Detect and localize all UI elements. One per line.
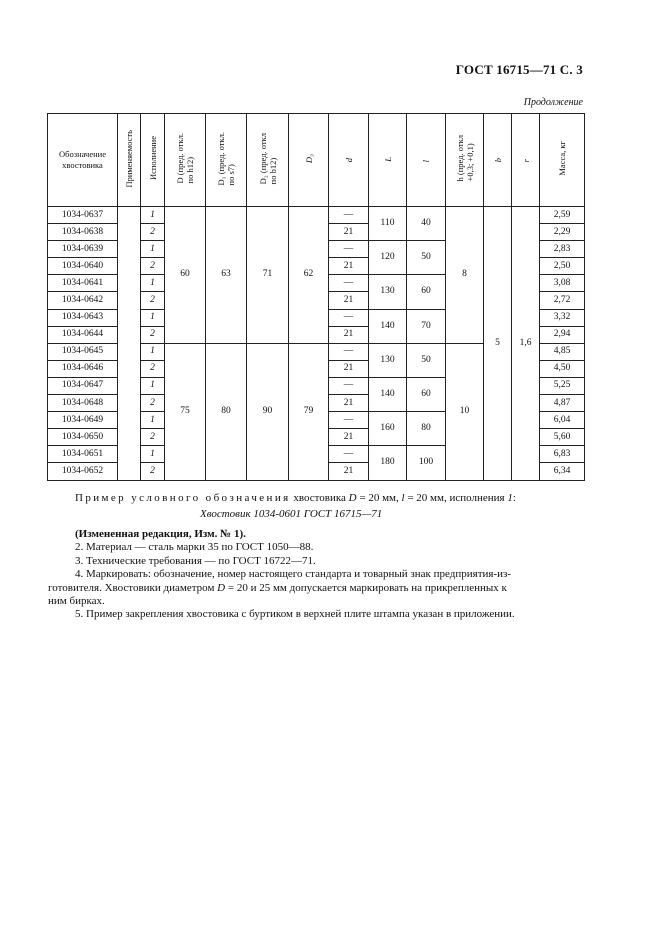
note-4-text: готовителя. Хвостовики диаметром — [48, 581, 218, 594]
header-D: D (пред. откл. по h12) — [165, 114, 206, 207]
cell-l: 60 — [407, 377, 446, 411]
header-D3: D₃ — [289, 114, 329, 207]
notes-block — [48, 525, 585, 622]
cell-L: 180 — [369, 446, 407, 480]
cell-designation: 1034-0638 — [48, 224, 118, 241]
cell-r: 1,6 — [512, 207, 540, 481]
cell-designation: 1034-0640 — [48, 258, 118, 275]
page-header: ГОСТ 16715—71 С. 3 — [455, 62, 583, 77]
cell-mass: 4,50 — [540, 360, 585, 377]
cell-mass: 2,72 — [540, 292, 585, 309]
header-L: L — [369, 114, 407, 207]
header-d: d — [329, 114, 369, 207]
cell-version: 2 — [141, 326, 165, 343]
cell-version: 1 — [141, 241, 165, 258]
example-text: хвостовика — [290, 492, 349, 504]
cell-designation: 1034-0645 — [48, 343, 118, 360]
cell-d: — — [329, 412, 369, 429]
cell-L: 140 — [369, 377, 407, 411]
header-D1: D₁ (пред. откл. по s7) — [206, 114, 247, 207]
header-designation: Обозначение хвостовика — [48, 114, 118, 207]
cell-version: 1 — [141, 377, 165, 394]
note-4-text: = 20 и 25 мм допускается маркировать на прикрепленных к — [225, 581, 507, 594]
example-var-l: l — [401, 492, 405, 504]
cell-version: 1 — [141, 412, 165, 429]
example-text: : — [512, 492, 516, 504]
cell-designation: 1034-0646 — [48, 360, 118, 377]
cell-version: 2 — [141, 395, 165, 412]
cell-designation: 1034-0647 — [48, 377, 118, 394]
cell-mass: 2,50 — [540, 258, 585, 275]
cell-L: 110 — [369, 207, 407, 241]
cell-version: 1 — [141, 343, 165, 360]
cell-version: 2 — [141, 224, 165, 241]
cell-D3-group-b: 79 — [289, 343, 329, 480]
cell-h-group-a: 8 — [446, 207, 484, 344]
cell-version: 1 — [141, 446, 165, 463]
cell-b: 5 — [484, 207, 512, 481]
cell-mass: 6,04 — [540, 412, 585, 429]
cell-l: 60 — [407, 275, 446, 309]
cell-d: — — [329, 377, 369, 394]
cell-D-group-a: 60 — [165, 207, 206, 344]
cell-L: 130 — [369, 275, 407, 309]
cell-L: 160 — [369, 412, 407, 446]
cell-designation: 1034-0637 — [48, 207, 118, 224]
cell-designation: 1034-0652 — [48, 463, 118, 480]
cell-mass: 6,34 — [540, 463, 585, 480]
header-version: Исполнение — [141, 114, 165, 207]
cell-d: — — [329, 275, 369, 292]
cell-l: 40 — [407, 207, 446, 241]
cell-D2-group-b: 90 — [247, 343, 289, 480]
example-text: = 20 мм, — [356, 492, 402, 504]
cell-d: 21 — [329, 395, 369, 412]
cell-L: 140 — [369, 309, 407, 343]
cell-d: — — [329, 343, 369, 360]
cell-d: 21 — [329, 224, 369, 241]
cell-designation: 1034-0642 — [48, 292, 118, 309]
note-5: 5. Пример закрепления хвостовика с буртиком в верхней плите штампа указан в приложении. — [75, 608, 515, 621]
cell-d: 21 — [329, 258, 369, 275]
table-header-row — [48, 114, 585, 207]
cell-mass: 5,25 — [540, 377, 585, 394]
cell-d: 21 — [329, 292, 369, 309]
cell-l: 70 — [407, 309, 446, 343]
cell-l: 80 — [407, 412, 446, 446]
cell-version: 2 — [141, 292, 165, 309]
cell-mass: 4,87 — [540, 395, 585, 412]
cell-mass: 2,83 — [540, 241, 585, 258]
cell-d: 21 — [329, 326, 369, 343]
cell-applicability — [118, 207, 141, 481]
cell-D1-group-b: 80 — [206, 343, 247, 480]
cell-h-group-b: 10 — [446, 343, 484, 480]
cell-mass: 2,59 — [540, 207, 585, 224]
note-4-line-1: 4. Маркировать: обозначение, номер настоящего стандарта и товарный знак предприятия-из- — [75, 568, 512, 581]
cell-version: 1 — [141, 275, 165, 292]
cell-designation: 1034-0644 — [48, 326, 118, 343]
note-4-line-3: ним бирках. — [48, 595, 105, 608]
header-h: h (пред. откл +0,3; +0,1) — [446, 114, 484, 207]
note-4-var-D: D — [217, 581, 226, 594]
cell-mass: 4,85 — [540, 343, 585, 360]
cell-designation: 1034-0639 — [48, 241, 118, 258]
cell-mass: 5,60 — [540, 429, 585, 446]
cell-L: 120 — [369, 241, 407, 275]
example-text: = 20 мм, исполнения — [404, 492, 508, 504]
cell-designation: 1034-0643 — [48, 309, 118, 326]
cell-version: 2 — [141, 360, 165, 377]
header-b: b — [484, 114, 512, 207]
table-row — [48, 207, 585, 224]
cell-version: 1 — [141, 309, 165, 326]
cell-D1-group-a: 63 — [206, 207, 247, 344]
note-3: 3. Технические требования — по ГОСТ 16722—71. — [75, 554, 316, 567]
cell-d: — — [329, 446, 369, 463]
cell-l: 50 — [407, 241, 446, 275]
cell-designation: 1034-0648 — [48, 395, 118, 412]
cell-designation: 1034-0651 — [48, 446, 118, 463]
example-spaced-text: Пример условного обозначения — [75, 492, 291, 504]
note-4-line-2 — [48, 582, 585, 595]
cell-D2-group-a: 71 — [247, 207, 289, 344]
cell-designation: 1034-0650 — [48, 429, 118, 446]
designation-example-line: Хвостовик 1034-0601 ГОСТ 16715—71 — [200, 508, 383, 520]
cell-version: 2 — [141, 429, 165, 446]
designation-example — [75, 492, 516, 504]
cell-mass: 6,83 — [540, 446, 585, 463]
cell-d: — — [329, 207, 369, 224]
header-r: r — [512, 114, 540, 207]
cell-D3-group-a: 62 — [289, 207, 329, 344]
cell-mass: 3,08 — [540, 275, 585, 292]
cell-mass: 3,32 — [540, 309, 585, 326]
cell-d: — — [329, 309, 369, 326]
header-l: l — [407, 114, 446, 207]
cell-d: 21 — [329, 429, 369, 446]
edited-note: (Измененная редакция, Изм. № 1). — [75, 528, 246, 540]
cell-L: 130 — [369, 343, 407, 377]
cell-version: 2 — [141, 258, 165, 275]
cell-mass: 2,94 — [540, 326, 585, 343]
cell-designation: 1034-0649 — [48, 412, 118, 429]
header-D2: D₂ (пред. откл по b12) — [247, 114, 289, 207]
cell-l: 50 — [407, 343, 446, 377]
cell-version: 1 — [141, 207, 165, 224]
dimensions-table — [47, 113, 585, 481]
cell-D-group-b: 75 — [165, 343, 206, 480]
cell-d: — — [329, 241, 369, 258]
continuation-label: Продолжение — [523, 97, 583, 108]
cell-mass: 2,29 — [540, 224, 585, 241]
cell-version: 2 — [141, 463, 165, 480]
cell-d: 21 — [329, 463, 369, 480]
cell-d: 21 — [329, 360, 369, 377]
header-mass: Масса, кг — [540, 114, 585, 207]
cell-l: 100 — [407, 446, 446, 480]
header-applicability: Применяемость — [118, 114, 141, 207]
note-2: 2. Материал — сталь марки 35 по ГОСТ 1050—88. — [75, 541, 314, 554]
cell-designation: 1034-0641 — [48, 275, 118, 292]
example-version: 1 — [507, 492, 513, 504]
example-var-D: D — [348, 492, 357, 504]
